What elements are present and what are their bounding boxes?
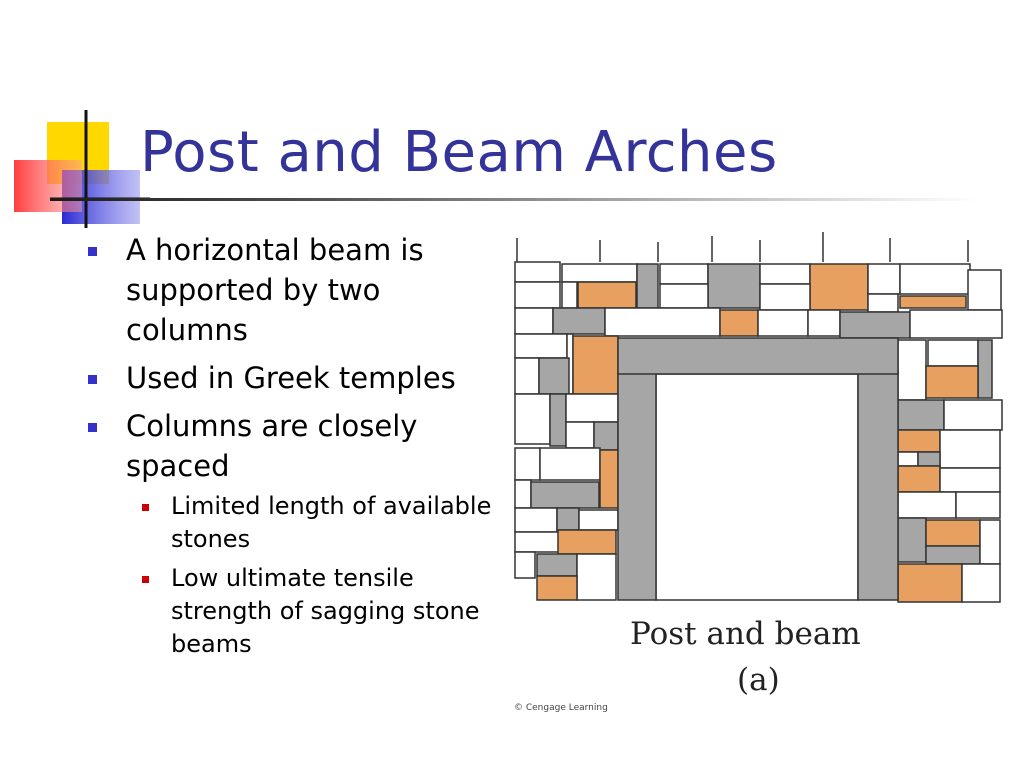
image-credit: © Cengage Learning xyxy=(514,703,608,713)
sub-bullet-list xyxy=(126,490,508,661)
sub-bullet-square-icon xyxy=(142,576,149,583)
sub-bullet-item xyxy=(126,562,508,661)
beam xyxy=(618,338,898,374)
sub-bullet-text: Low ultimate tensile strength of sagging stone beams xyxy=(171,564,480,658)
sub-bullet-square-icon xyxy=(142,504,149,511)
sub-bullet-item xyxy=(126,490,508,556)
bullet-text: Used in Greek temples xyxy=(126,361,456,395)
bullet-item xyxy=(88,406,508,661)
left-post xyxy=(618,372,656,600)
deco-red-square xyxy=(14,160,82,212)
bullet-square-icon xyxy=(88,247,97,256)
figure-caption: Post and beam xyxy=(630,616,861,652)
figure-label: (a) xyxy=(737,662,780,698)
bullet-square-icon xyxy=(88,423,97,432)
right-post xyxy=(858,372,898,600)
bullet-item xyxy=(88,230,508,350)
bullet-text: A horizontal beam is supported by two columns xyxy=(126,233,424,347)
title-decoration xyxy=(0,0,160,240)
slide-title: Post and Beam Arches xyxy=(140,120,778,185)
bullet-text: Columns are closely spaced xyxy=(126,409,418,483)
bullet-list xyxy=(88,230,508,669)
bullet-square-icon xyxy=(88,375,97,384)
bullet-item xyxy=(88,358,508,398)
sub-bullet-text: Limited length of available stones xyxy=(171,492,492,553)
title-underline xyxy=(50,198,980,201)
